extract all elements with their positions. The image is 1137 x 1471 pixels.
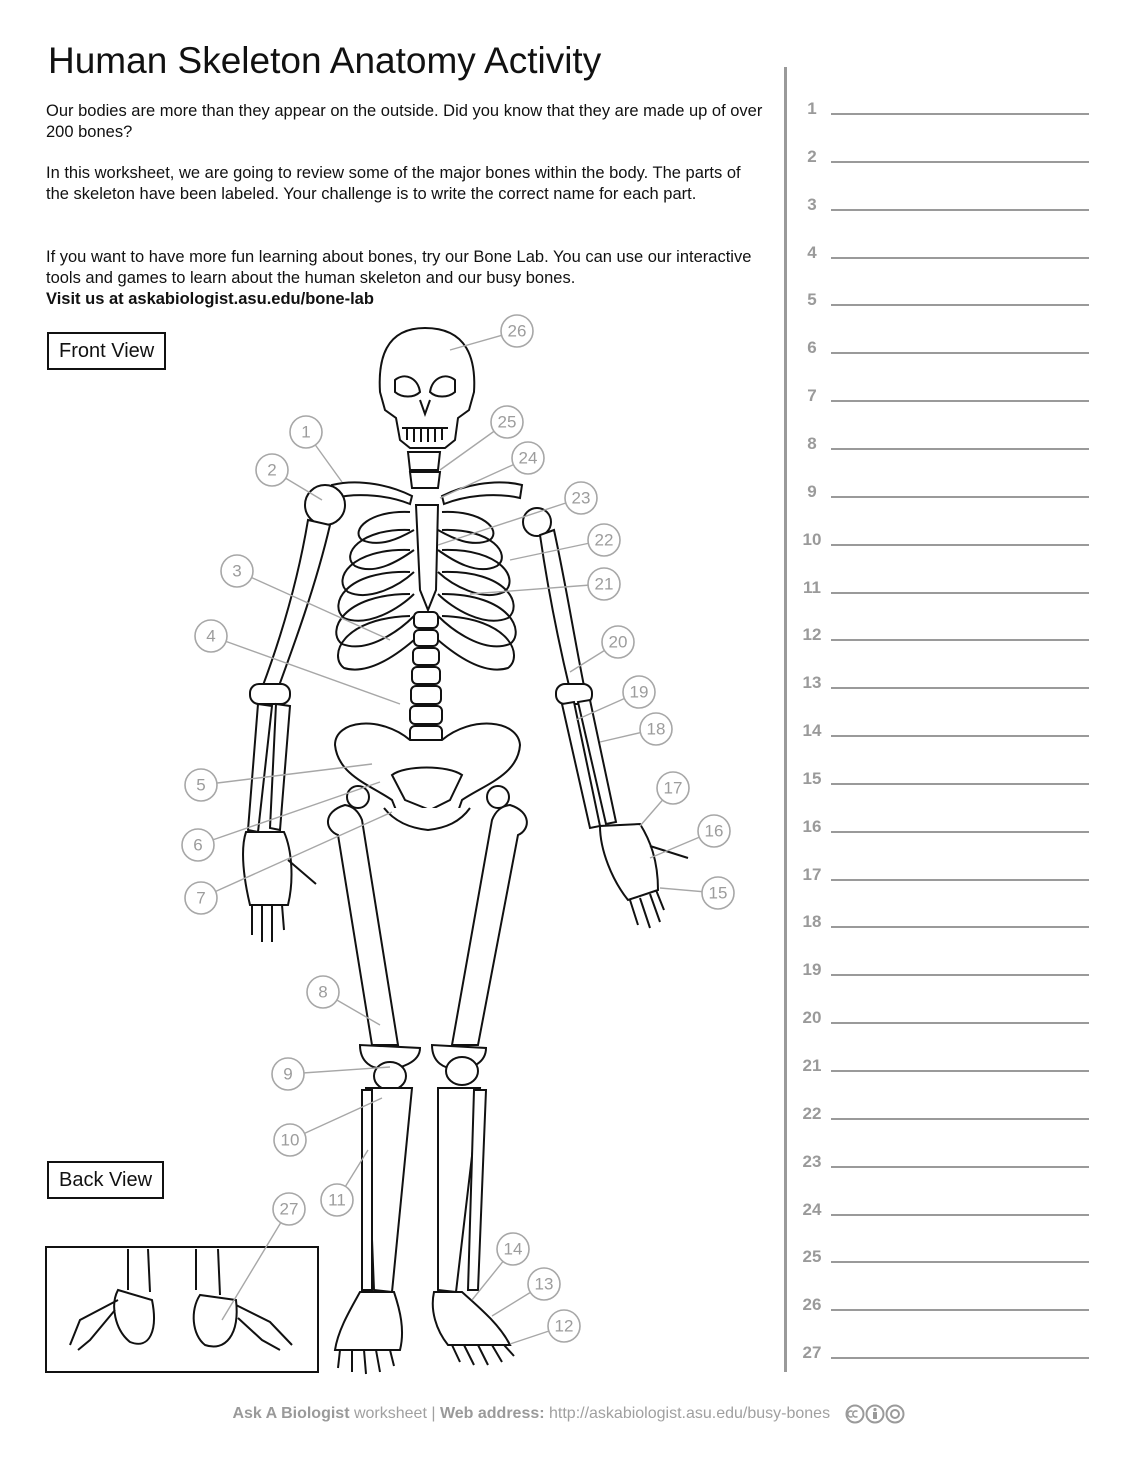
answer-row-4[interactable] (797, 243, 1097, 267)
answer-number: 21 (802, 1056, 822, 1075)
answer-row-6[interactable] (797, 338, 1097, 362)
intro-paragraph-1: Our bodies are more than they appear on the outside. Did you know that they are made up of over 200 bones? (46, 102, 763, 141)
answer-blank-line[interactable] (831, 448, 1089, 450)
answer-number: 5 (807, 290, 817, 310)
callout-18 (640, 713, 672, 745)
answer-number: 2 (807, 146, 817, 166)
svg-text:1: 1 (301, 422, 311, 442)
answer-blank-line[interactable] (831, 1214, 1089, 1216)
answer-row-21[interactable] (797, 1056, 1097, 1080)
answer-number: 11 (803, 577, 821, 597)
answer-row-16[interactable] (797, 817, 1097, 841)
creative-commons-icon (845, 1404, 905, 1424)
answer-row-9[interactable] (797, 482, 1097, 506)
answer-row-10[interactable] (797, 530, 1097, 554)
answer-row-11[interactable] (797, 578, 1097, 602)
answer-blank-line[interactable] (831, 783, 1089, 785)
callout-27 (273, 1193, 305, 1225)
answer-blank-line[interactable] (831, 400, 1089, 402)
visit-link[interactable]: Visit us at askabiologist.asu.edu/bone-lab (46, 290, 374, 308)
answer-blank-line[interactable] (831, 113, 1089, 115)
svg-text:4: 4 (206, 626, 216, 646)
svg-text:16: 16 (704, 821, 724, 841)
svg-text:22: 22 (594, 530, 614, 550)
svg-text:17: 17 (663, 778, 683, 798)
svg-text:2: 2 (267, 460, 277, 480)
answer-number: 6 (807, 338, 817, 358)
answer-row-13[interactable] (797, 673, 1097, 697)
callout-12 (548, 1310, 580, 1342)
svg-text:12: 12 (554, 1316, 574, 1336)
callout-6 (182, 829, 214, 861)
footer (0, 1404, 1137, 1424)
skeleton-illustration (0, 300, 780, 1390)
svg-text:13: 13 (534, 1274, 554, 1294)
answer-number: 24 (802, 1199, 822, 1219)
answer-row-15[interactable] (797, 769, 1097, 793)
answer-blank-line[interactable] (831, 304, 1089, 306)
answer-blank-line[interactable] (831, 257, 1089, 259)
answer-number: 8 (807, 433, 817, 453)
intro-paragraph-3-text: If you want to have more fun learning about bones, try our Bone Lab. You can use our interactive tools and games to learn about the human skeleton and our busy bones. (46, 248, 752, 287)
answer-blank-line[interactable] (831, 1357, 1089, 1359)
answer-number: 16 (802, 816, 822, 836)
answer-blank-line[interactable] (831, 1070, 1089, 1072)
callout-9 (272, 1058, 304, 1090)
answer-row-26[interactable] (797, 1295, 1097, 1319)
answer-number: 23 (802, 1151, 822, 1171)
answer-blank-line[interactable] (831, 735, 1089, 737)
callout-11 (321, 1184, 353, 1216)
svg-text:9: 9 (283, 1064, 293, 1084)
callout-20 (602, 626, 634, 658)
answer-blank-line[interactable] (831, 926, 1089, 928)
svg-text:26: 26 (507, 321, 527, 341)
answer-row-27[interactable] (797, 1343, 1097, 1367)
svg-text:5: 5 (196, 775, 206, 795)
svg-text:11: 11 (328, 1190, 346, 1210)
answer-blank-line[interactable] (831, 161, 1089, 163)
answer-number: 9 (807, 481, 817, 501)
answer-row-23[interactable] (797, 1152, 1097, 1176)
callout-16 (698, 815, 730, 847)
footer-brand: Ask A Biologist (232, 1405, 350, 1423)
callout-25 (491, 406, 523, 438)
answer-number: 10 (802, 529, 822, 549)
answer-blank-line[interactable] (831, 974, 1089, 976)
answer-row-8[interactable] (797, 434, 1097, 458)
svg-text:24: 24 (518, 448, 538, 468)
answer-blank-line[interactable] (831, 831, 1089, 833)
answer-number: 4 (807, 242, 817, 262)
footer-sheet: worksheet | (349, 1405, 440, 1423)
answer-number: 14 (802, 721, 822, 741)
answer-row-24[interactable] (797, 1200, 1097, 1224)
answer-blank-line[interactable] (831, 496, 1089, 498)
answer-number: 12 (802, 625, 822, 645)
svg-text:3: 3 (232, 561, 242, 581)
svg-text:15: 15 (708, 883, 728, 903)
answer-blank-line[interactable] (831, 544, 1089, 546)
callout-21 (588, 568, 620, 600)
answer-number: 20 (802, 1008, 822, 1028)
answer-row-7[interactable] (797, 386, 1097, 410)
answer-row-22[interactable] (797, 1104, 1097, 1128)
callout-10 (274, 1124, 306, 1156)
svg-text:7: 7 (196, 888, 206, 908)
answer-number: 7 (807, 386, 817, 406)
svg-text:10: 10 (280, 1130, 300, 1150)
answer-blank-line[interactable] (831, 1261, 1089, 1263)
answer-number: 1 (807, 99, 817, 118)
answer-blank-line[interactable] (831, 352, 1089, 354)
answer-blank-line[interactable] (831, 592, 1089, 594)
callout-14 (497, 1233, 529, 1265)
answer-blank-line[interactable] (831, 209, 1089, 211)
footer-web-label: Web address: (439, 1405, 545, 1423)
answer-number: 18 (802, 912, 822, 932)
callout-15 (702, 877, 734, 909)
svg-text:25: 25 (497, 412, 517, 432)
answer-row-17[interactable] (797, 865, 1097, 889)
callout-17 (657, 772, 689, 804)
answer-row-18[interactable] (797, 912, 1097, 936)
callout-23 (565, 482, 597, 514)
callout-26 (501, 315, 533, 347)
answer-number: 17 (802, 864, 822, 884)
svg-text:6: 6 (193, 835, 203, 855)
answer-row-14[interactable] (797, 721, 1097, 745)
callout-8 (307, 976, 339, 1008)
answer-number: 22 (802, 1103, 822, 1123)
callout-7 (185, 882, 217, 914)
answer-number: 25 (802, 1247, 822, 1267)
answer-column-divider (784, 67, 787, 1372)
svg-text:21: 21 (594, 574, 614, 594)
intro-paragraph-2: In this worksheet, we are going to review some of the major bones within the body. The parts of the skeleton have been labeled. Your challenge is to write the correct name for each part. (46, 164, 741, 203)
answer-number: 15 (802, 768, 822, 788)
footer-url[interactable]: http://askabiologist.asu.edu/busy-bones (544, 1405, 831, 1423)
answer-number: 3 (807, 194, 817, 214)
callout-19 (623, 676, 655, 708)
answer-number: 19 (802, 960, 822, 980)
answer-row-12[interactable] (797, 625, 1097, 649)
back-view-inset (46, 1247, 318, 1372)
answer-row-25[interactable] (797, 1247, 1097, 1271)
svg-text:14: 14 (503, 1239, 523, 1259)
callout-2 (256, 454, 288, 486)
svg-text:20: 20 (608, 632, 628, 652)
answer-number: 27 (802, 1343, 822, 1363)
answer-blank-line[interactable] (831, 1309, 1089, 1311)
callout-1 (290, 416, 322, 448)
answer-number: 13 (802, 673, 822, 693)
answer-row-3[interactable] (797, 195, 1097, 219)
callout-4 (195, 620, 227, 652)
svg-text:8: 8 (318, 982, 328, 1002)
answer-blank-line[interactable] (831, 1022, 1089, 1024)
answer-row-5[interactable] (797, 290, 1097, 314)
answer-row-1[interactable] (797, 99, 1097, 123)
answer-blank-line[interactable] (831, 639, 1089, 641)
front-view-label: Front View (47, 332, 166, 370)
callout-3 (221, 555, 253, 587)
svg-text:23: 23 (571, 488, 591, 508)
answer-row-19[interactable] (797, 960, 1097, 984)
page-title: Human Skeleton Anatomy Activity (48, 40, 602, 81)
answer-blank-line[interactable] (831, 1118, 1089, 1120)
answer-blank-line[interactable] (831, 687, 1089, 689)
svg-text:27: 27 (279, 1199, 299, 1219)
back-view-label: Back View (47, 1161, 164, 1199)
svg-text:18: 18 (646, 719, 666, 739)
callout-5 (185, 769, 217, 801)
answer-blank-line[interactable] (831, 1166, 1089, 1168)
answer-row-20[interactable] (797, 1008, 1097, 1032)
svg-text:19: 19 (629, 682, 649, 702)
answer-row-2[interactable] (797, 147, 1097, 171)
callout-24 (512, 442, 544, 474)
skeleton-front-view (243, 328, 688, 1374)
callout-13 (528, 1268, 560, 1300)
answer-number: 26 (802, 1295, 822, 1315)
callout-22 (588, 524, 620, 556)
answer-blank-line[interactable] (831, 879, 1089, 881)
